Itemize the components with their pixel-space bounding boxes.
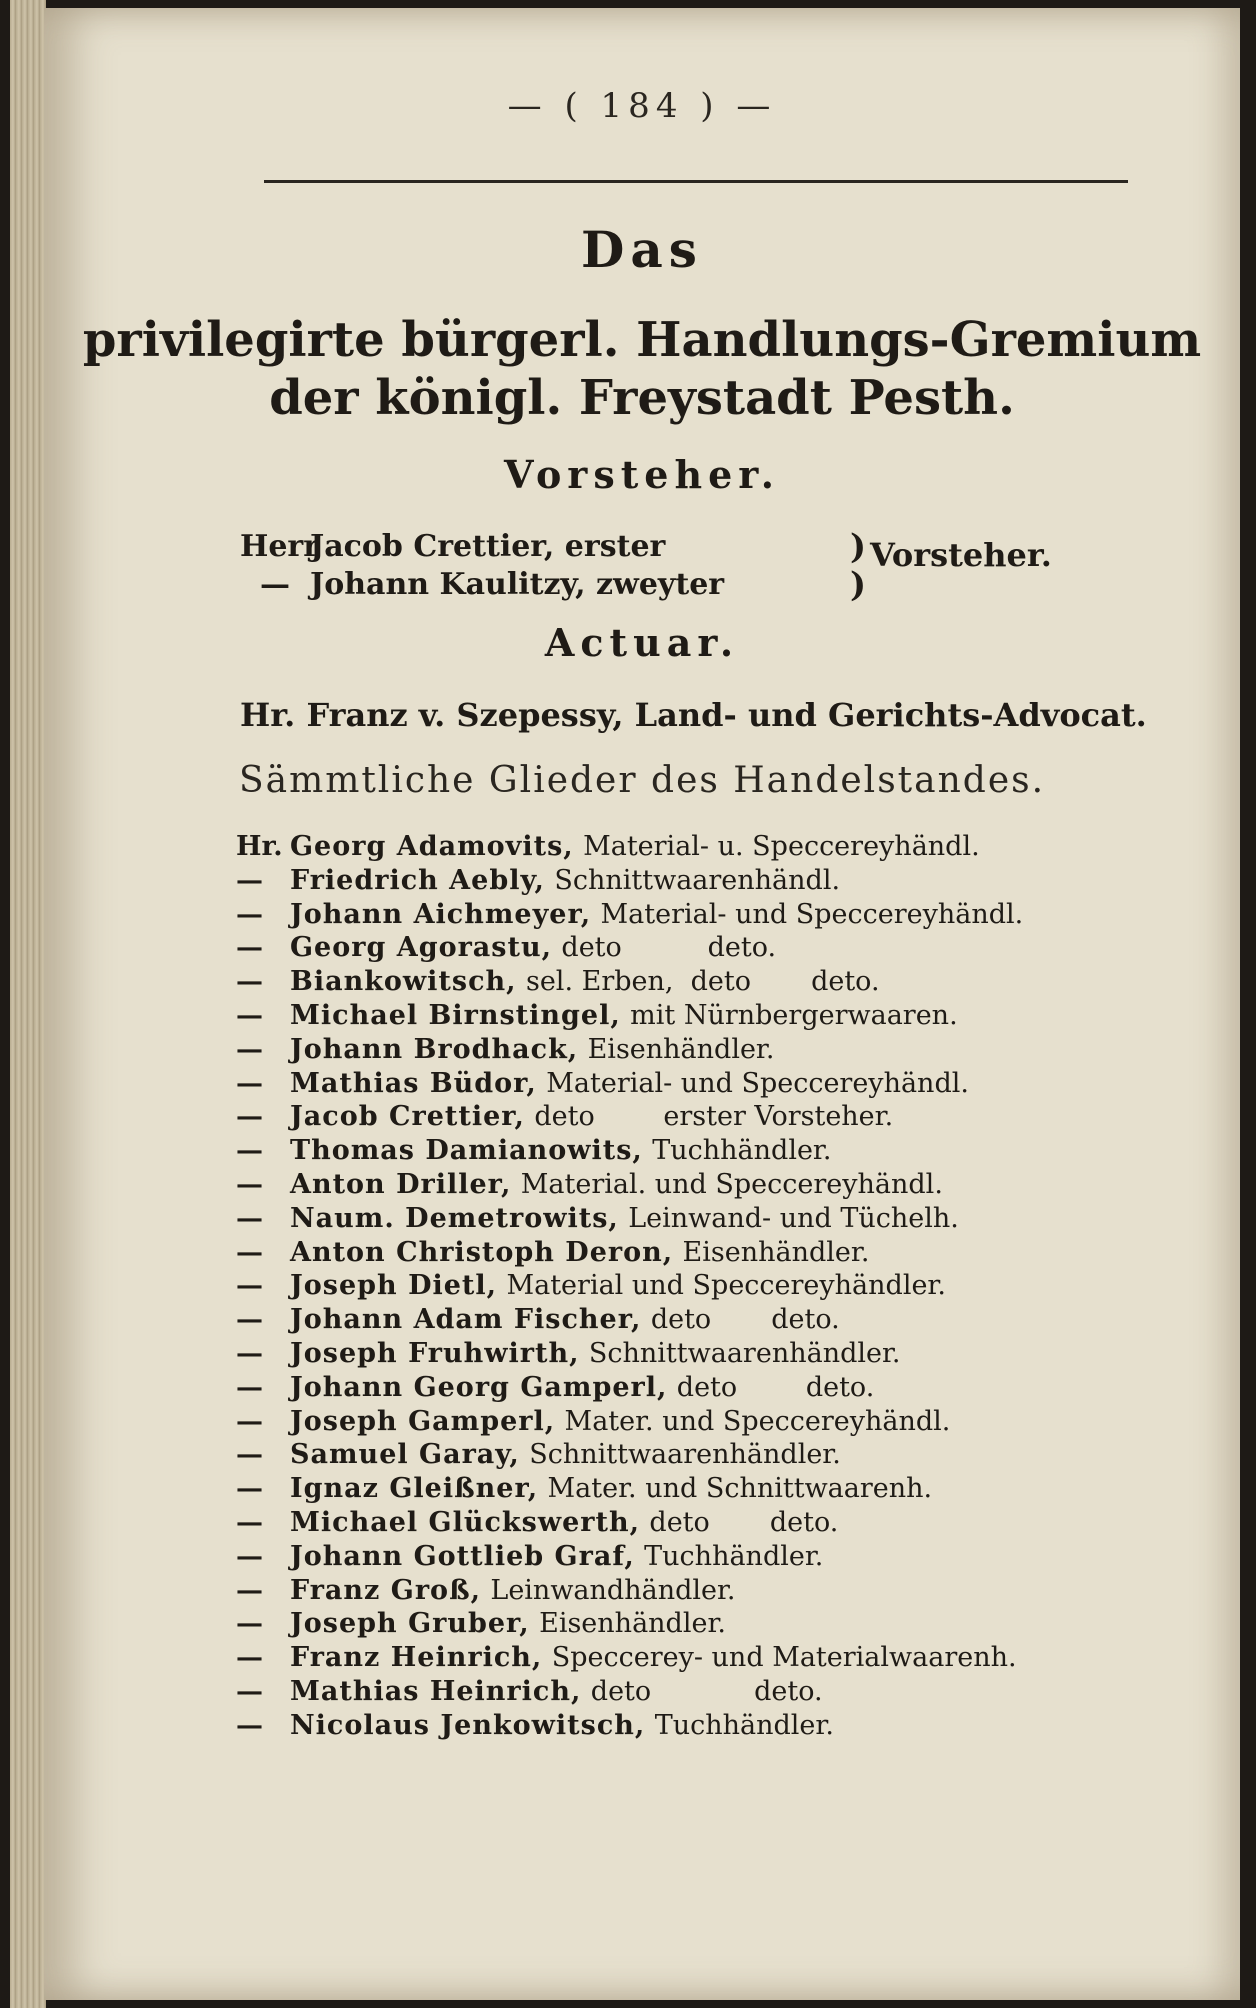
member-name: Joseph Gamperl,: [290, 1405, 556, 1437]
page-number: — ( 184 ) —: [507, 86, 777, 126]
member-name: Johann Brodhack,: [290, 1033, 579, 1065]
vorsteher-name: Jacob Crettier, erster: [310, 529, 666, 564]
member-prefix: —: [236, 1439, 263, 1471]
member-name: Franz Groß,: [290, 1574, 481, 1606]
member-name: Johann Adam Fischer,: [290, 1304, 642, 1336]
member-name: Michael Birnstingel,: [290, 999, 621, 1031]
member-trade: sel. Erben, deto deto.: [525, 966, 880, 998]
member-row: [236, 1472, 1196, 1506]
member-name: Biankowitsch,: [290, 966, 517, 998]
member-trade: deto deto.: [561, 932, 777, 964]
member-name: Ignaz Gleißner,: [290, 1473, 539, 1505]
member-name: Michael Glückswerth,: [290, 1506, 640, 1538]
member-row: [236, 1607, 1196, 1641]
member-prefix: —: [236, 1270, 263, 1302]
member-name: Mathias Büdor,: [290, 1067, 537, 1099]
member-prefix: —: [236, 1709, 263, 1741]
member-row: [236, 931, 1196, 965]
members-heading: Sämmtliche Glieder des Handelstandes.: [238, 760, 1046, 801]
member-name: Nicolaus Jenkowitsch,: [290, 1709, 646, 1741]
member-row: [236, 999, 1196, 1033]
member-row: [236, 1438, 1196, 1472]
vorsteher-name: Johann Kaulitzy, zweyter: [310, 567, 725, 602]
vorsteher-prefix: Herr: [240, 529, 320, 564]
header-rule: [264, 180, 1128, 183]
member-trade: Eisenhändler.: [539, 1608, 726, 1640]
member-prefix: —: [236, 1506, 263, 1538]
member-name: Naum. Demetrowits,: [290, 1202, 619, 1234]
member-trade: mit Nürnbergerwaaren.: [630, 999, 958, 1031]
member-trade: Material- und Speccereyhändl.: [600, 898, 1024, 930]
member-trade: Material und Speccereyhändler.: [506, 1270, 946, 1302]
member-trade: Eisenhändler.: [682, 1236, 870, 1268]
member-name: Franz Heinrich,: [290, 1642, 543, 1674]
member-trade: deto deto.: [650, 1304, 840, 1336]
member-trade: deto deto.: [590, 1675, 823, 1707]
member-prefix: —: [236, 1101, 263, 1133]
member-prefix: —: [236, 1608, 263, 1640]
member-row: [236, 1641, 1196, 1675]
member-trade: deto deto.: [676, 1371, 875, 1403]
member-name: Thomas Damianowits,: [290, 1135, 643, 1167]
member-row: [236, 898, 1196, 932]
vorsteher-list: [240, 528, 1140, 604]
member-row: [236, 1100, 1196, 1134]
member-name: Johann Gottlieb Graf,: [290, 1540, 635, 1572]
member-trade: Material- u. Speccereyhändl.: [583, 831, 980, 862]
member-trade: Speccerey- und Materialwaarenh.: [551, 1642, 1017, 1674]
member-trade: Leinwandhändler.: [490, 1574, 736, 1606]
member-trade: deto erster Vorsteher.: [534, 1101, 894, 1133]
member-row: [236, 864, 1196, 898]
member-prefix: —: [236, 1202, 263, 1234]
member-trade: Schnittwaarenhändl.: [554, 864, 841, 896]
member-name: Jacob Crettier,: [290, 1101, 525, 1133]
member-trade: Material- und Speccereyhändl.: [546, 1067, 969, 1099]
book-page: [44, 8, 1240, 2000]
member-row: [236, 1337, 1196, 1371]
member-trade: Tuchhändler.: [654, 1709, 834, 1741]
member-prefix: —: [236, 1574, 263, 1606]
member-name: Anton Driller,: [290, 1168, 512, 1200]
member-prefix: —: [236, 1033, 263, 1065]
member-prefix: —: [236, 966, 263, 998]
member-prefix: —: [236, 1135, 263, 1167]
member-row: [236, 1269, 1196, 1303]
member-trade: Eisenhändler.: [587, 1033, 775, 1065]
member-prefix: —: [236, 1067, 263, 1099]
member-name: Joseph Dietl,: [290, 1270, 498, 1302]
member-row: [236, 830, 1196, 864]
member-prefix: —: [236, 1473, 263, 1505]
member-name: Johann Aichmeyer,: [290, 898, 592, 930]
member-trade: Leinwand- und Tüchelh.: [628, 1202, 959, 1234]
member-prefix: —: [236, 1675, 263, 1707]
member-prefix: —: [236, 1540, 263, 1572]
vorsteher-role: Vorsteher.: [870, 536, 1052, 574]
members-list: [236, 830, 1196, 1743]
vorsteher-brace: ) ): [850, 527, 867, 605]
member-row: [236, 1303, 1196, 1337]
member-row: [236, 1371, 1196, 1405]
member-trade: Material. und Speccereyhändl.: [520, 1168, 943, 1200]
member-name: Joseph Fruhwirth,: [290, 1337, 580, 1369]
title-line-2: der königl. Freystadt Pesth.: [269, 370, 1015, 426]
member-trade: deto deto.: [649, 1506, 839, 1538]
member-name: Georg Adamovits,: [290, 831, 574, 862]
title-block: [44, 220, 1240, 426]
member-trade: Mater. und Schnittwaarenh.: [547, 1473, 933, 1505]
vorsteher-prefix: —: [260, 567, 290, 602]
member-name: Johann Georg Gamperl,: [290, 1371, 668, 1403]
title-line-1: privilegirte bürgerl. Handlungs-Gremium: [82, 312, 1202, 368]
member-row: [236, 1168, 1196, 1202]
vorsteher-heading: Vorsteher.: [503, 452, 781, 497]
member-name: Joseph Gruber,: [290, 1608, 530, 1640]
member-row: [236, 1134, 1196, 1168]
member-name: Anton Christoph Deron,: [290, 1236, 674, 1268]
member-trade: Schnittwaarenhändler.: [529, 1439, 841, 1471]
member-row: [236, 1506, 1196, 1540]
page-edge-stack: [10, 0, 46, 2008]
member-prefix: —: [236, 1236, 263, 1268]
member-prefix: —: [236, 898, 263, 930]
member-row: [236, 1574, 1196, 1608]
member-name: Georg Agorastu,: [290, 932, 553, 964]
member-row: [236, 1405, 1196, 1439]
member-row: [236, 1675, 1196, 1709]
member-row: [236, 965, 1196, 999]
member-row: [236, 1033, 1196, 1067]
member-prefix: —: [236, 1405, 263, 1437]
member-prefix: —: [236, 864, 263, 896]
member-row: [236, 1709, 1196, 1743]
member-name: Friedrich Aebly,: [290, 864, 545, 896]
member-trade: Tuchhändler.: [644, 1540, 824, 1572]
actuar-entry: Hr. Franz v. Szepessy, Land- und Gerichts-Advocat.: [240, 696, 1147, 734]
member-trade: Tuchhändler.: [652, 1135, 832, 1167]
member-prefix: —: [236, 1337, 263, 1369]
member-row: [236, 1236, 1196, 1270]
member-row: [236, 1540, 1196, 1574]
member-name: Samuel Garay,: [290, 1439, 520, 1471]
member-trade: Schnittwaarenhändler.: [588, 1337, 901, 1369]
member-prefix: —: [236, 932, 263, 964]
member-prefix: Hr.: [236, 831, 283, 862]
member-prefix: —: [236, 1371, 263, 1403]
member-name: Mathias Heinrich,: [290, 1675, 582, 1707]
member-row: [236, 1067, 1196, 1101]
member-prefix: —: [236, 1304, 263, 1336]
member-trade: Mater. und Speccereyhändl.: [564, 1405, 951, 1437]
title-das: Das: [581, 220, 703, 279]
actuar-heading: Actuar.: [544, 620, 740, 665]
member-prefix: —: [236, 999, 263, 1031]
member-row: [236, 1202, 1196, 1236]
member-prefix: —: [236, 1168, 263, 1200]
member-prefix: —: [236, 1642, 263, 1674]
